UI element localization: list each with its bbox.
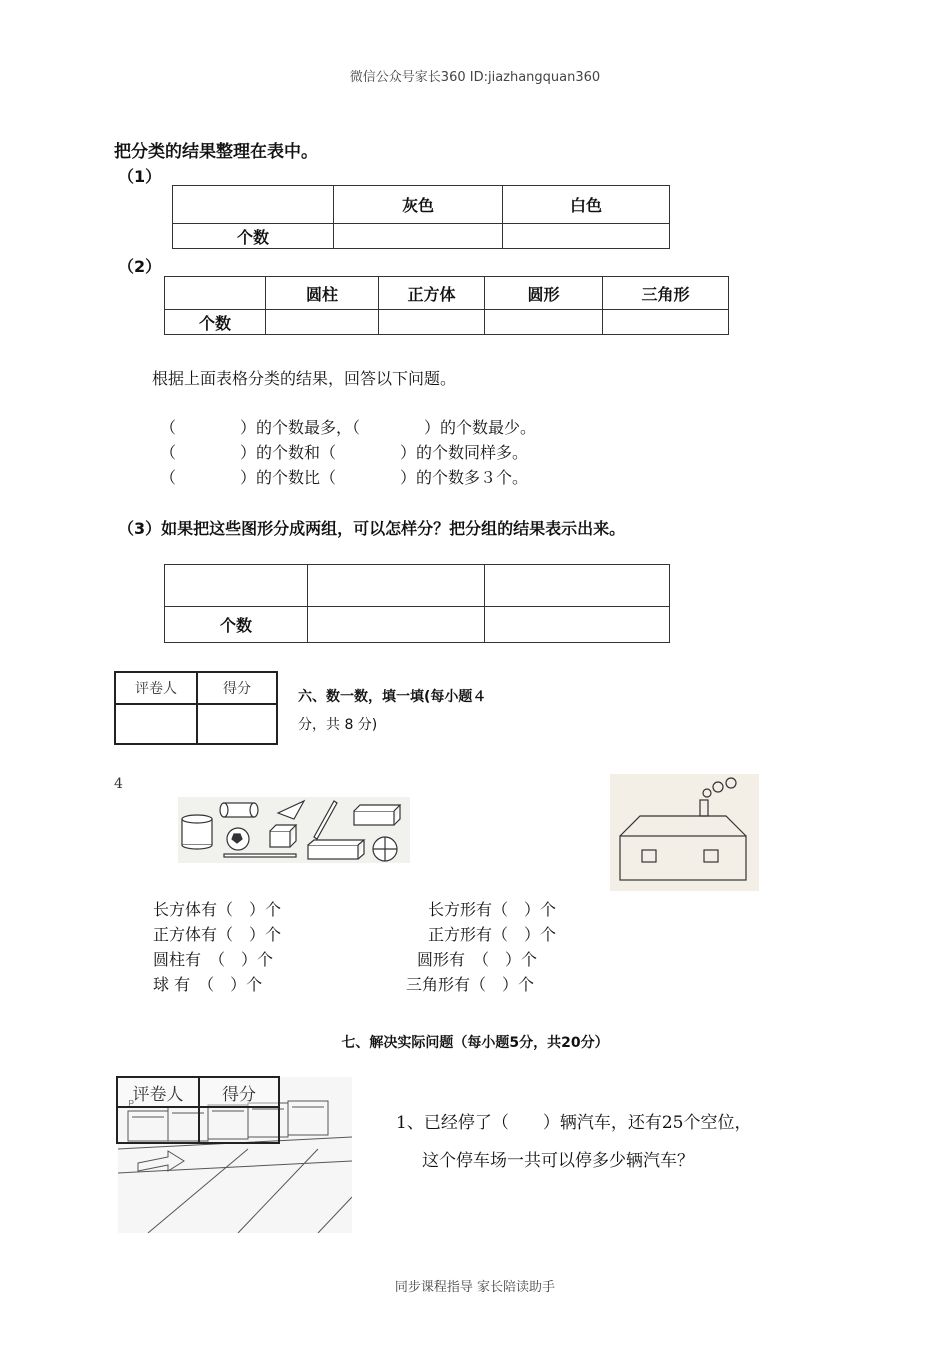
basketball-drawing <box>373 837 397 861</box>
section6-title-line1: 六、数一数，填一填(每小题４ <box>298 689 487 705</box>
footer-note: 同步课程指导 家长陪读助手 <box>394 1280 556 1295</box>
score-box <box>116 1076 280 1144</box>
group-table <box>164 564 670 643</box>
problem1-line1: 1、已经停了（ ）辆汽车，还有25个空位， <box>396 1113 752 1133</box>
count-item: 长方形有（ ）个 <box>428 900 557 919</box>
header-note: 微信公众号家长360 ID:jiazhangquan360 <box>349 70 601 85</box>
shape-table <box>164 276 729 335</box>
lying-cylinder-drawing <box>220 803 258 817</box>
section6-title <box>298 683 486 739</box>
answer-cell[interactable] <box>603 310 729 335</box>
answer-cell[interactable] <box>485 565 670 607</box>
part1-label: （1） <box>118 167 162 186</box>
color-row-label: 个数 <box>173 224 334 249</box>
answer-cell[interactable] <box>266 310 379 335</box>
score-box <box>114 671 278 745</box>
section-intro: 把分类的结果整理在表中。 <box>114 142 318 162</box>
solids-illustration <box>178 797 410 863</box>
answer-cell[interactable] <box>334 224 503 249</box>
part2-label: （2） <box>118 257 162 276</box>
answer-cell[interactable] <box>379 310 485 335</box>
part3-label: （3）如果把这些图形分成两组，可以怎样分？把分组的结果表示出来。 <box>118 519 626 538</box>
count-item: 正方体有（ ）个 <box>153 925 282 944</box>
shape-row-label: 个数 <box>165 310 266 335</box>
question-line: （ ）的个数比（ ）的个数多３个。 <box>160 468 529 487</box>
score-label: 得分 <box>197 672 277 704</box>
color-table-corner <box>173 186 334 224</box>
count-item: 正方形有（ ）个 <box>428 925 557 944</box>
shape-header-circle: 圆形 <box>485 277 603 310</box>
question-line: （ ）的个数最多，（ ）的个数最少。 <box>160 418 537 437</box>
house-illustration <box>610 774 759 891</box>
section7-title: 七、解决实际问题（每小题5分，共20分） <box>341 1035 609 1051</box>
answer-cell[interactable] <box>308 565 485 607</box>
count-item: 长方体有（ ）个 <box>153 900 282 919</box>
shape-table-corner <box>165 277 266 310</box>
illustration-background <box>610 774 759 891</box>
ball-drawing <box>227 828 249 850</box>
shape-header-cube: 正方体 <box>379 277 485 310</box>
color-table <box>172 185 670 249</box>
score-cell[interactable] <box>199 1107 279 1143</box>
question-number: 4 <box>114 776 123 792</box>
stick-drawing <box>224 854 296 857</box>
cylinder-drawing <box>182 815 212 849</box>
answer-cell[interactable] <box>503 224 670 249</box>
answer-cell[interactable] <box>485 310 603 335</box>
shape-header-triangle: 三角形 <box>603 277 729 310</box>
section6-title-line2: 分，共 8 分) <box>298 717 378 733</box>
long-box-drawing <box>308 840 364 859</box>
group-row-label: 个数 <box>165 607 308 643</box>
reviewer-label: 评卷人 <box>115 672 197 704</box>
answer-intro: 根据上面表格分类的结果，回答以下问题。 <box>152 369 457 388</box>
count-item: 球 有 （ ）个 <box>153 975 263 994</box>
box-drawing <box>354 805 400 825</box>
color-header-white: 白色 <box>503 186 670 224</box>
score-cell[interactable] <box>197 704 277 744</box>
count-item: 圆柱有 （ ）个 <box>153 950 274 969</box>
count-item: 圆形有 （ ）个 <box>417 950 538 969</box>
question-line: （ ）的个数和（ ）的个数同样多。 <box>160 443 529 462</box>
answer-cell[interactable] <box>308 607 485 643</box>
reviewer-cell[interactable] <box>117 1107 199 1143</box>
score-label: 得分 <box>199 1077 279 1107</box>
problem1-line2: 这个停车场一共可以停多少辆汽车？ <box>422 1151 694 1171</box>
reviewer-label: 评卷人 <box>117 1077 199 1107</box>
reviewer-cell[interactable] <box>115 704 197 744</box>
parking-sign: P <box>128 1099 135 1110</box>
count-item: 三角形有（ ）个 <box>406 975 535 994</box>
answer-cell[interactable] <box>485 607 670 643</box>
shape-header-cylinder: 圆柱 <box>266 277 379 310</box>
answer-cell[interactable] <box>165 565 308 607</box>
color-header-gray: 灰色 <box>334 186 503 224</box>
